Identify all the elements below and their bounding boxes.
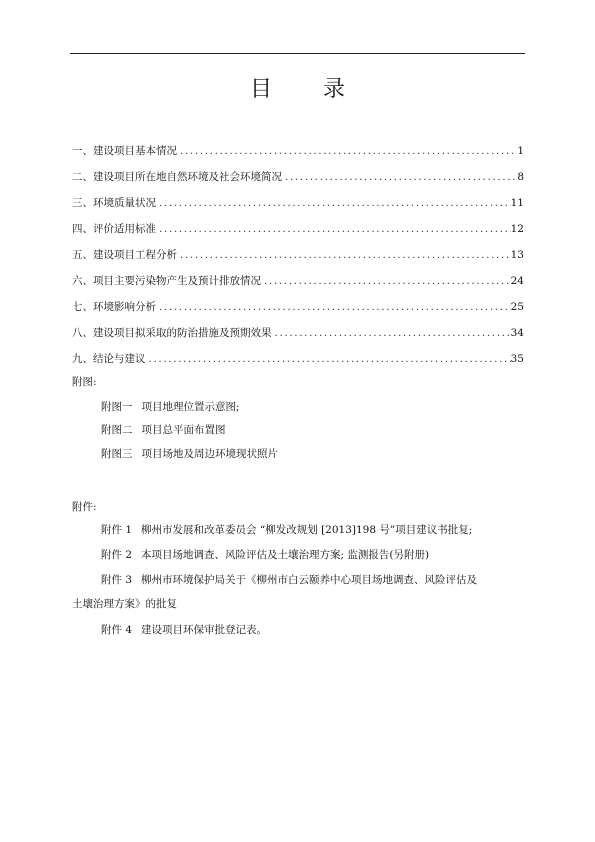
- toc-leader: [261, 275, 511, 287]
- attachment-item-label: 附件 4: [101, 624, 133, 636]
- toc-leader: [272, 327, 511, 339]
- toc-entry-page: 34: [510, 327, 524, 339]
- attachment-item-text: 本项目场地调查、风险评估及土壤治理方案; 监测报告(另附册): [141, 549, 430, 561]
- toc-entry[interactable]: [72, 299, 524, 325]
- toc-entry[interactable]: [72, 273, 524, 299]
- figure-item: [101, 399, 240, 414]
- page-title: 目 录: [250, 77, 367, 102]
- figures-heading: 附图:: [72, 376, 97, 388]
- toc-entry-text: 九、结论与建议: [72, 353, 146, 365]
- figure-item: [101, 422, 226, 437]
- toc-entry-page: 8: [517, 171, 524, 183]
- figure-item-text: 项目总平面布置图: [141, 424, 226, 436]
- table-of-contents: [72, 143, 524, 377]
- toc-entry-text: 六、项目主要污染物产生及预计排放情况: [72, 275, 261, 287]
- toc-leader: [177, 145, 517, 157]
- toc-leader: [177, 249, 511, 261]
- toc-entry-page: 13: [510, 249, 524, 261]
- toc-entry-page: 1: [517, 145, 524, 157]
- attachment-item-label: 附件 3: [101, 574, 133, 586]
- toc-leader: [156, 223, 511, 235]
- toc-entry-page: 11: [510, 197, 524, 209]
- figure-item: [101, 446, 278, 461]
- figure-item-text: 项目地理位置示意图;: [141, 401, 240, 413]
- attachment-item: [101, 622, 267, 637]
- attachment-item: [101, 572, 477, 587]
- figure-item-text: 项目场地及周边环境现状照片: [141, 448, 278, 460]
- toc-leader: [156, 197, 511, 209]
- figure-item-label: 附图三: [101, 448, 133, 460]
- attachment-item-text: 建设项目环保审批登记表。: [141, 624, 268, 636]
- toc-entry[interactable]: [72, 351, 524, 377]
- toc-entry-page: 35: [510, 353, 524, 365]
- attachment-item-continuation: 土壤治理方案》的批复: [72, 598, 177, 610]
- toc-entry-text: 二、建设项目所在地自然环境及社会环境简况: [72, 171, 282, 183]
- toc-entry[interactable]: [72, 169, 524, 195]
- toc-entry[interactable]: [72, 143, 524, 169]
- toc-entry-page: 12: [510, 223, 524, 235]
- toc-entry-text: 五、建设项目工程分析: [72, 249, 177, 261]
- attachment-item: [101, 522, 472, 537]
- toc-entry[interactable]: [72, 325, 524, 351]
- toc-entry[interactable]: [72, 221, 524, 247]
- attachment-item-label: 附件 1: [101, 524, 133, 536]
- toc-entry[interactable]: [72, 247, 524, 273]
- toc-leader: [282, 171, 517, 183]
- figure-item-label: 附图一: [101, 401, 133, 413]
- attachments-heading: 附件:: [72, 501, 97, 513]
- toc-leader: [156, 301, 511, 313]
- toc-entry-text: 四、评价适用标准: [72, 223, 156, 235]
- toc-entry-text: 八、建设项目拟采取的防治措施及预期效果: [72, 327, 272, 339]
- attachment-item-label: 附件 2: [101, 549, 133, 561]
- attachment-item: [101, 547, 429, 562]
- figure-item-label: 附图二: [101, 424, 133, 436]
- toc-entry[interactable]: [72, 195, 524, 221]
- toc-entry-text: 三、环境质量状况: [72, 197, 156, 209]
- toc-entry-text: 一、建设项目基本情况: [72, 145, 177, 157]
- toc-entry-page: 25: [510, 301, 524, 313]
- attachment-item-text: 柳州市发展和改革委员会 “柳发改规划 [2013]198 号”项目建议书批复;: [141, 524, 473, 536]
- attachment-item-text: 柳州市环境保护局关于《柳州市白云颐养中心项目场地调查、风险评估及: [141, 574, 478, 586]
- toc-entry-page: 24: [510, 275, 524, 287]
- toc-entry-text: 七、环境影响分析: [72, 301, 156, 313]
- toc-leader: [146, 353, 511, 365]
- header-rule: [70, 53, 525, 54]
